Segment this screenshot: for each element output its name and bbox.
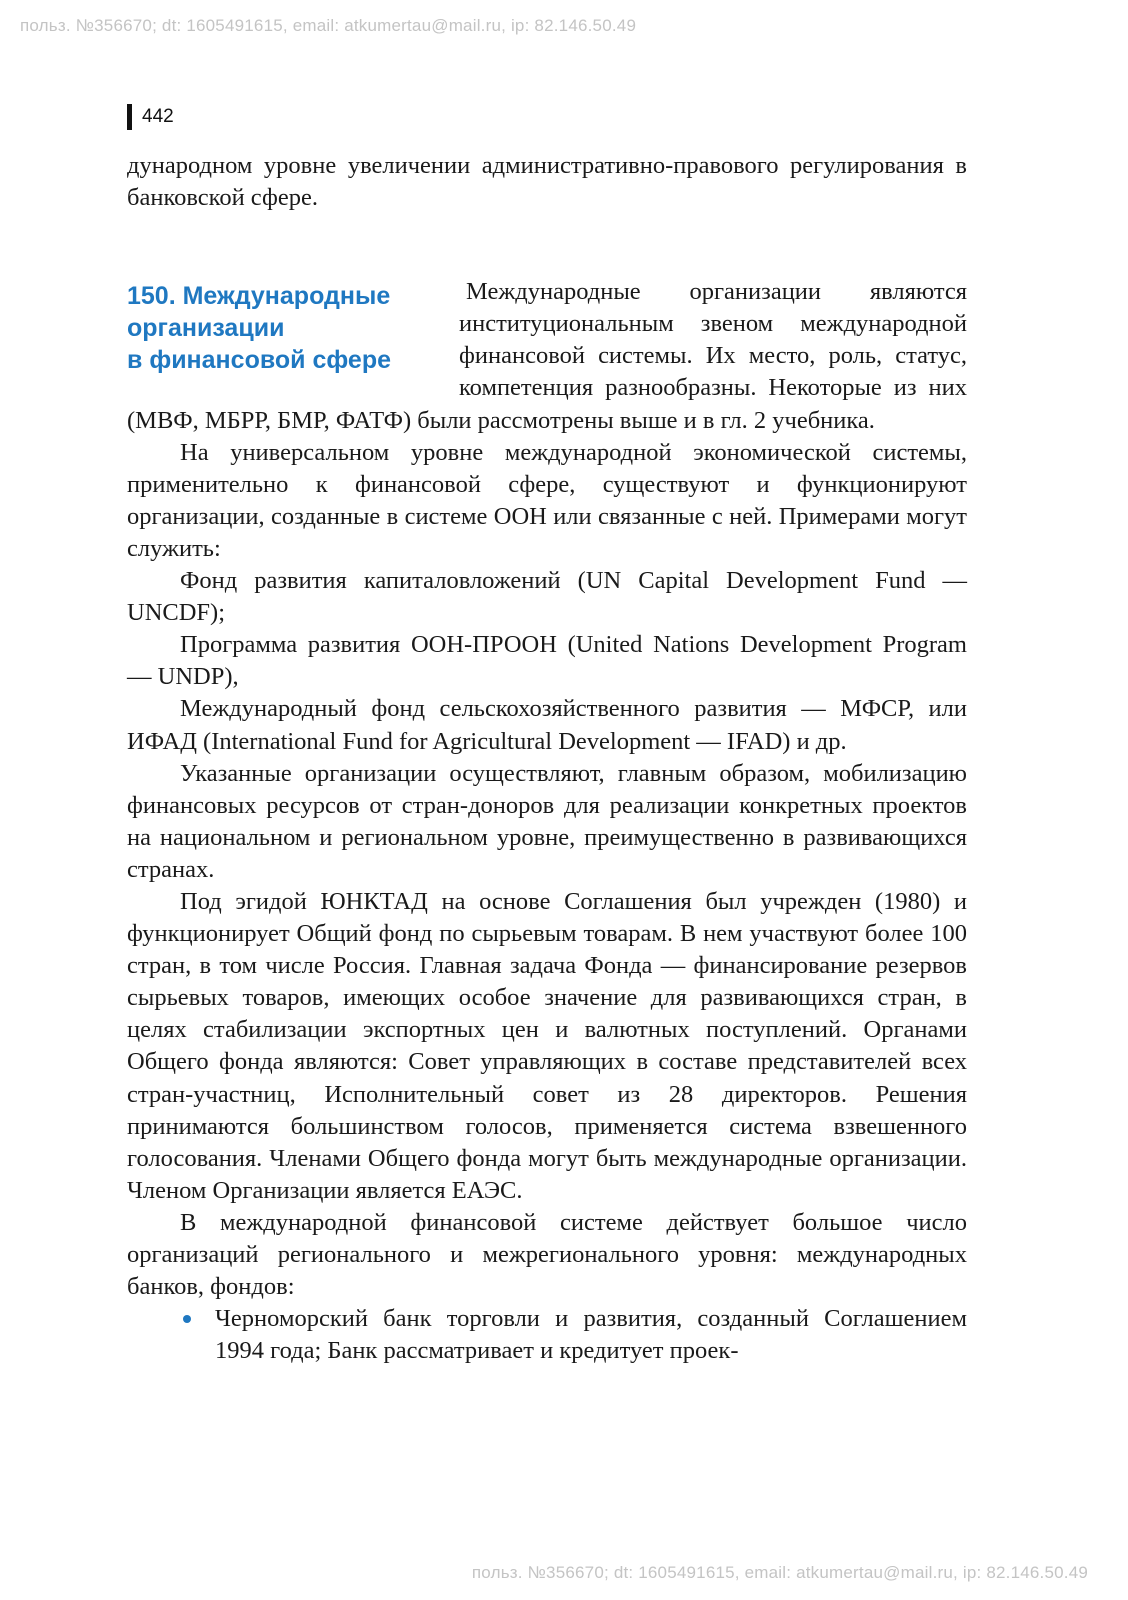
list-entry: Фонд развития капиталовложений (UN Capital Development Fund — UNCDF);: [127, 567, 967, 627]
section-title-line: в финансовой сфере: [127, 346, 391, 375]
paragraph: На универсальном уровне международной экономической системы, применительно к финансовой сфере, существуют и функционируют организации, созданные в системе ООН или связанные с ней. Примерами могут служить:: [127, 438, 967, 562]
bullet-icon: [183, 1315, 191, 1323]
watermark-bottom: польз. №356670; dt: 1605491615, email: atkumertau@mail.ru, ip: 82.146.50.49: [471, 1563, 1088, 1582]
section-title-line: организации: [127, 314, 285, 343]
list-entry: Программа развития ООН-ПРООН (United Nations Development Program — UNDP),: [127, 631, 967, 691]
paragraph: Указанные организации осуществляют, главным образом, мобилизацию финансовых ресурсов от стран-доноров для реализации конкретных проектов на национальном и региональном уровне, преимущественно в развивающихся странах.: [127, 759, 967, 883]
intro-paragraph: дународном уровне увеличении административно-правового регулирования в банковской сфере.: [127, 152, 967, 212]
page-content: [127, 150, 967, 1367]
list-entry: Международный фонд сельскохозяйственного развития — МФСР, или ИФАД (International Fund for Agricultural Development — IFAD) и др.: [127, 695, 967, 755]
section-title: [127, 276, 437, 376]
page-header: [127, 104, 174, 130]
section-title-line: 150. Международные: [127, 282, 391, 311]
paragraph: Под эгидой ЮНКТАД на основе Соглашения был учрежден (1980) и функционирует Общий фонд по сырьевым товарам. В нем участвуют более 100 стран, в том числе Россия. Главная задача Фонда — финансирование резервов сырьевых товаров, имеющих особое значение для развивающихся стран, в целях стабилизации экспортных цен и валютных поступлений. Органами Общего фонда являются: Совет управляющих в составе представителей всех стран-участниц, Исполнительный совет из 28 директоров. Решения принимаются большинством голосов, применяется система взвешенного голосования. Членами Общего фонда могут быть международные организации. Членом Организации является ЕАЭС.: [127, 887, 967, 1204]
watermark-top: польз. №356670; dt: 1605491615, email: atkumertau@mail.ru, ip: 82.146.50.49: [20, 16, 637, 35]
bullet-list: [127, 1303, 967, 1367]
paragraph: Международные организации являются институциональным звеном международной финансовой системы. Их место, роль, статус, компетенция разнообразны. Некоторые из них (МВФ, МБРР, БМР, ФАТФ) были рассмотрены выше и в гл. 2 учебника.: [127, 278, 967, 434]
page-number-bar: [127, 104, 132, 130]
paragraph: В международной финансовой системе действует большое число организаций регионального и межрегионального уровня: международных банков, фондов:: [127, 1208, 967, 1301]
page-number: 442: [142, 106, 174, 127]
list-item: [127, 1303, 967, 1367]
section-150: [127, 276, 967, 1367]
list-item-text: Черноморский банк торговли и развития, созданный Соглашением 1994 года; Банк рассматривает и кредитует проек-: [215, 1305, 967, 1365]
